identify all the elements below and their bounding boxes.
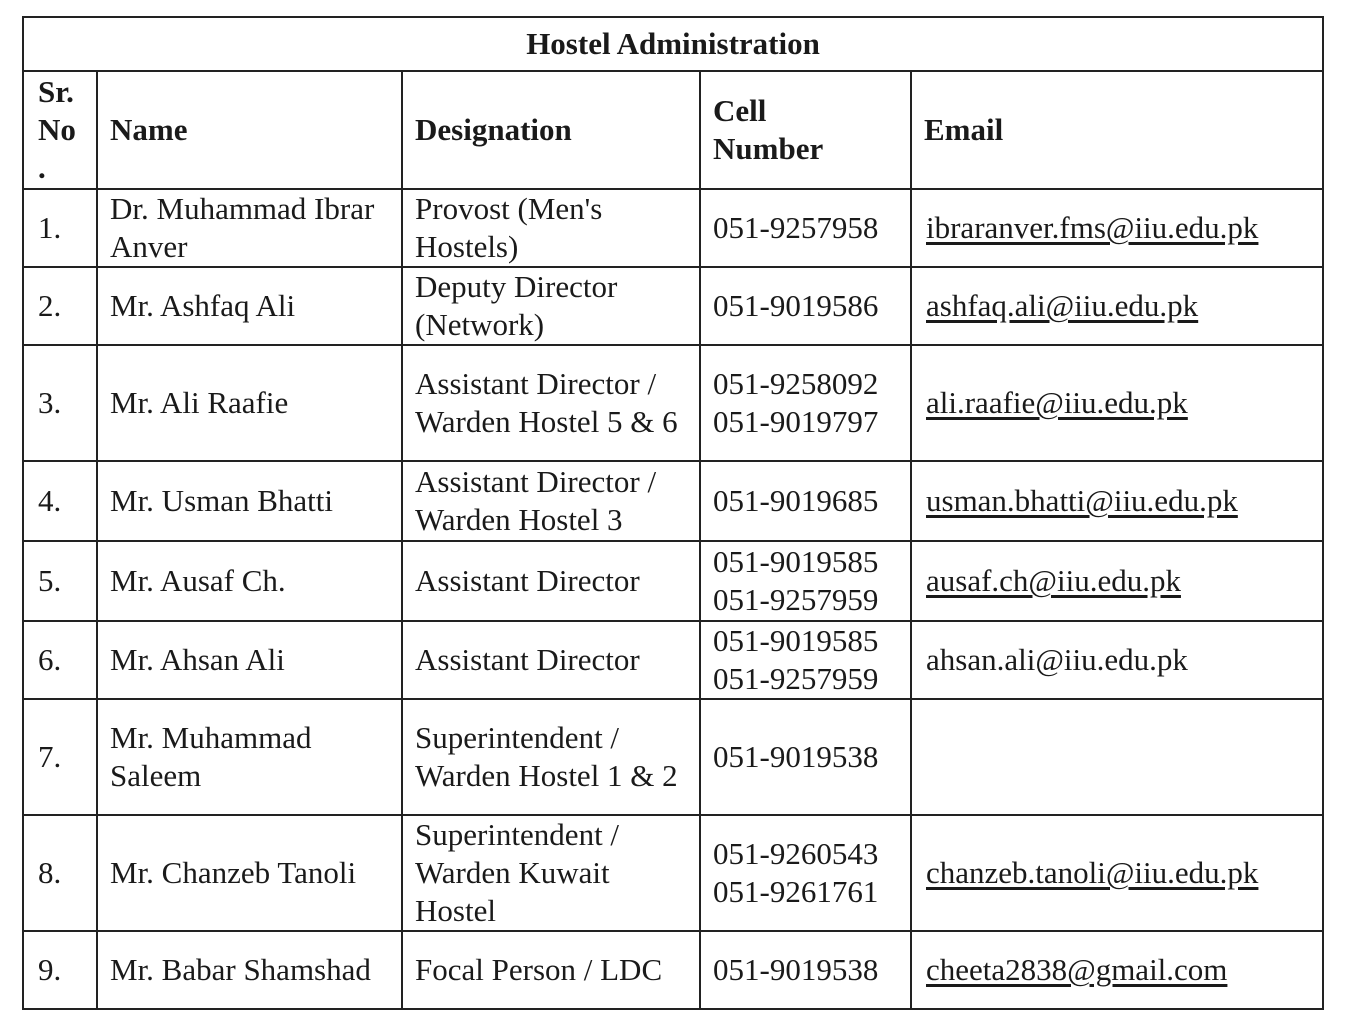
name-cell: Mr. Ali Raafie <box>97 345 402 461</box>
header-name: Name <box>97 71 402 189</box>
table-row <box>23 345 1323 461</box>
email-link[interactable]: ibraranver.fms@iiu.edu.pk <box>926 210 1259 245</box>
table-row <box>23 461 1323 541</box>
table-row <box>23 267 1323 345</box>
email-cell <box>911 461 1323 541</box>
cell-number-cell <box>700 345 911 461</box>
email-cell <box>911 267 1323 345</box>
name-cell: Mr. Usman Bhatti <box>97 461 402 541</box>
table-row <box>23 931 1323 1009</box>
table-body <box>23 189 1323 1009</box>
cell-number: 051-9019585 <box>713 544 879 579</box>
cell-number-cell <box>700 267 911 345</box>
designation-cell: Assistant Director / Warden Hostel 3 <box>402 461 700 541</box>
hostel-administration-sheet <box>22 16 1322 1010</box>
table-row <box>23 189 1323 267</box>
email-cell <box>911 621 1323 699</box>
header-email: Email <box>911 71 1323 189</box>
cell-number: 051-9019585 <box>713 623 879 658</box>
cell-number: 051-9019685 <box>713 483 879 518</box>
designation-cell: Superintendent / Warden Kuwait Hostel <box>402 815 700 931</box>
email-link[interactable]: ashfaq.ali@iiu.edu.pk <box>926 288 1199 323</box>
designation-cell: Provost (Men's Hostels) <box>402 189 700 267</box>
email-cell <box>911 189 1323 267</box>
sr-no-cell: 1. <box>23 189 97 267</box>
header-cell-number: Cell Number <box>700 71 911 189</box>
designation-cell: Assistant Director / Warden Hostel 5 & 6 <box>402 345 700 461</box>
table-row <box>23 815 1323 931</box>
email-link[interactable]: ali.raafie@iiu.edu.pk <box>926 385 1188 420</box>
cell-number-cell <box>700 815 911 931</box>
sr-no-cell: 7. <box>23 699 97 815</box>
cell-number-cell <box>700 621 911 699</box>
name-cell: Mr. Ahsan Ali <box>97 621 402 699</box>
header-designation: Designation <box>402 71 700 189</box>
hostel-administration-table <box>22 16 1324 1010</box>
cell-number-cell <box>700 189 911 267</box>
name-cell: Mr. Ausaf Ch. <box>97 541 402 621</box>
cell-number-cell <box>700 931 911 1009</box>
email-cell <box>911 541 1323 621</box>
cell-number: 051-9261761 <box>713 874 879 909</box>
sr-no-cell: 8. <box>23 815 97 931</box>
email-link[interactable]: ausaf.ch@iiu.edu.pk <box>926 563 1181 598</box>
sr-no-cell: 9. <box>23 931 97 1009</box>
designation-cell: Focal Person / LDC <box>402 931 700 1009</box>
name-cell: Mr. Ashfaq Ali <box>97 267 402 345</box>
cell-number: 051-9257959 <box>713 661 879 696</box>
email-cell <box>911 699 1323 815</box>
email-cell <box>911 815 1323 931</box>
cell-number: 051-9257958 <box>713 210 879 245</box>
cell-number: 051-9019538 <box>713 739 879 774</box>
name-cell: Mr. Babar Shamshad <box>97 931 402 1009</box>
email-cell <box>911 345 1323 461</box>
sr-no-cell: 2. <box>23 267 97 345</box>
email-link[interactable]: cheeta2838@gmail.com <box>926 952 1228 987</box>
designation-cell: Assistant Director <box>402 541 700 621</box>
table-row <box>23 621 1323 699</box>
header-sr-no: Sr. No . <box>23 71 97 189</box>
sr-no-cell: 4. <box>23 461 97 541</box>
cell-number: 051-9257959 <box>713 582 879 617</box>
email-link[interactable]: usman.bhatti@iiu.edu.pk <box>926 483 1238 518</box>
table-title: Hostel Administration <box>23 17 1323 71</box>
name-cell: Dr. Muhammad Ibrar Anver <box>97 189 402 267</box>
cell-number: 051-9019797 <box>713 404 879 439</box>
designation-cell: Superintendent / Warden Hostel 1 & 2 <box>402 699 700 815</box>
email-cell <box>911 931 1323 1009</box>
email-link[interactable]: chanzeb.tanoli@iiu.edu.pk <box>926 855 1259 890</box>
cell-number-cell <box>700 541 911 621</box>
cell-number: 051-9258092 <box>713 366 879 401</box>
sr-no-cell: 6. <box>23 621 97 699</box>
cell-number-cell <box>700 699 911 815</box>
table-row <box>23 541 1323 621</box>
cell-number: 051-9260543 <box>713 836 879 871</box>
name-cell: Mr. Muhammad Saleem <box>97 699 402 815</box>
name-cell: Mr. Chanzeb Tanoli <box>97 815 402 931</box>
table-row <box>23 699 1323 815</box>
designation-cell: Deputy Director (Network) <box>402 267 700 345</box>
sr-no-cell: 3. <box>23 345 97 461</box>
email-link: ahsan.ali@iiu.edu.pk <box>926 642 1188 677</box>
designation-cell: Assistant Director <box>402 621 700 699</box>
sr-no-cell: 5. <box>23 541 97 621</box>
cell-number: 051-9019538 <box>713 952 879 987</box>
cell-number: 051-9019586 <box>713 288 879 323</box>
cell-number-cell <box>700 461 911 541</box>
